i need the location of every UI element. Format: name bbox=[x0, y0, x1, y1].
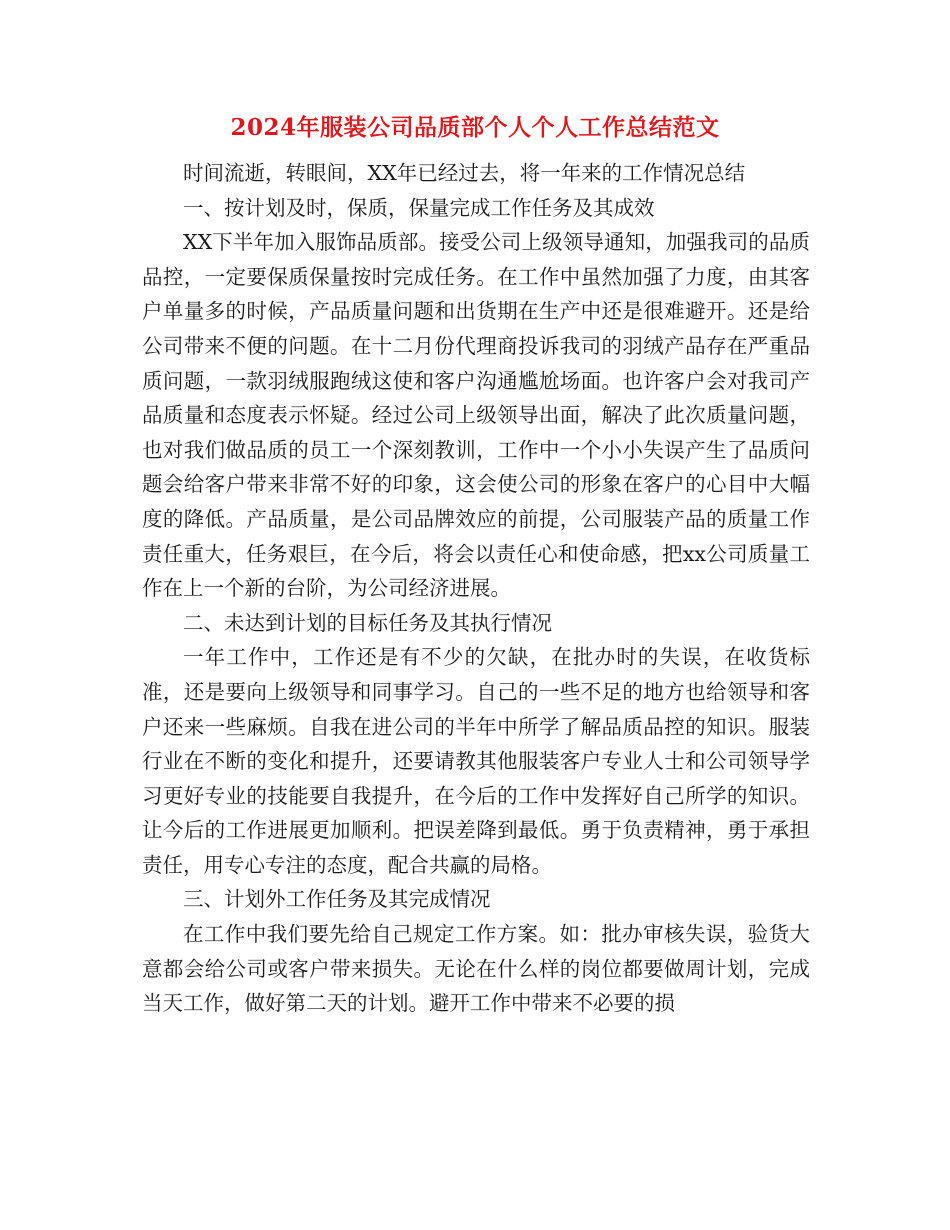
section-heading-1: 一、按计划及时，保质，保量完成工作任务及其成效 bbox=[183, 195, 655, 220]
document-title: 2024年服装公司品质部个人个人工作总结范文 bbox=[230, 114, 720, 141]
intro-paragraph: 时间流逝，转眼间，XX年已经过去，将一年来的工作情况总结 bbox=[183, 161, 746, 185]
document-body bbox=[142, 156, 810, 1021]
body-paragraph-3: 在工作中我们要先给自己规定工作方案。如：批办审核失误，验货大意都会给公司或客户带来损失。无论在什么样的岗位都要做周计划，完成当天工作，做好第二天的计划。避开工作中带来不必要的损 bbox=[142, 922, 810, 1016]
body-paragraph-2: 一年工作中，工作还是有不少的欠缺，在批办时的失误，在收货标准，还是要向上级领导和同事学习。自己的一些不足的地方也给领导和客户还来一些麻烦。自我在进公司的半年中所学了解品质品控的知识。服装行业在不断的变化和提升，还要请教其他服装客户专业人士和公司领导学习更好专业的技能要自我提升，在今后的工作中发挥好自己所学的知识。让今后的工作进展更加顺利。把误差降到最低。勇于负责精神，勇于承担责任，用专心专注的态度，配合共赢的局格。 bbox=[142, 645, 810, 877]
body-paragraph-1: XX下半年加入服饰品质部。接受公司上级领导通知，加强我司的品质品控，一定要保质保量按时完成任务。在工作中虽然加强了力度，由其客户单量多的时候，产品质量问题和出货期在生产中还是很难避开。还是给公司带来不便的问题。在十二月份代理商投诉我司的羽绒产品存在严重品质问题，一款羽绒服跑绒这使和客户沟通尴尬场面。也许客户会对我司产品质量和态度表示怀疑。经过公司上级领导出面，解决了此次质量问题，也对我们做品质的员工一个深刻教训，工作中一个小小失误产生了品质问题会给客户带来非常不好的印象，这会使公司的形象在客户的心目中大幅度的降低。产品质量，是公司品牌效应的前提，公司服装产品的质量工作责任重大，任务艰巨，在今后，将会以责任心和使命感，把xx公司质量工作在上一个新的台阶，为公司经济进展。 bbox=[142, 230, 810, 601]
section-heading-3: 三、计划外工作任务及其完成情况 bbox=[183, 887, 491, 912]
section-heading-2: 二、未达到计划的目标任务及其执行情况 bbox=[183, 610, 552, 635]
